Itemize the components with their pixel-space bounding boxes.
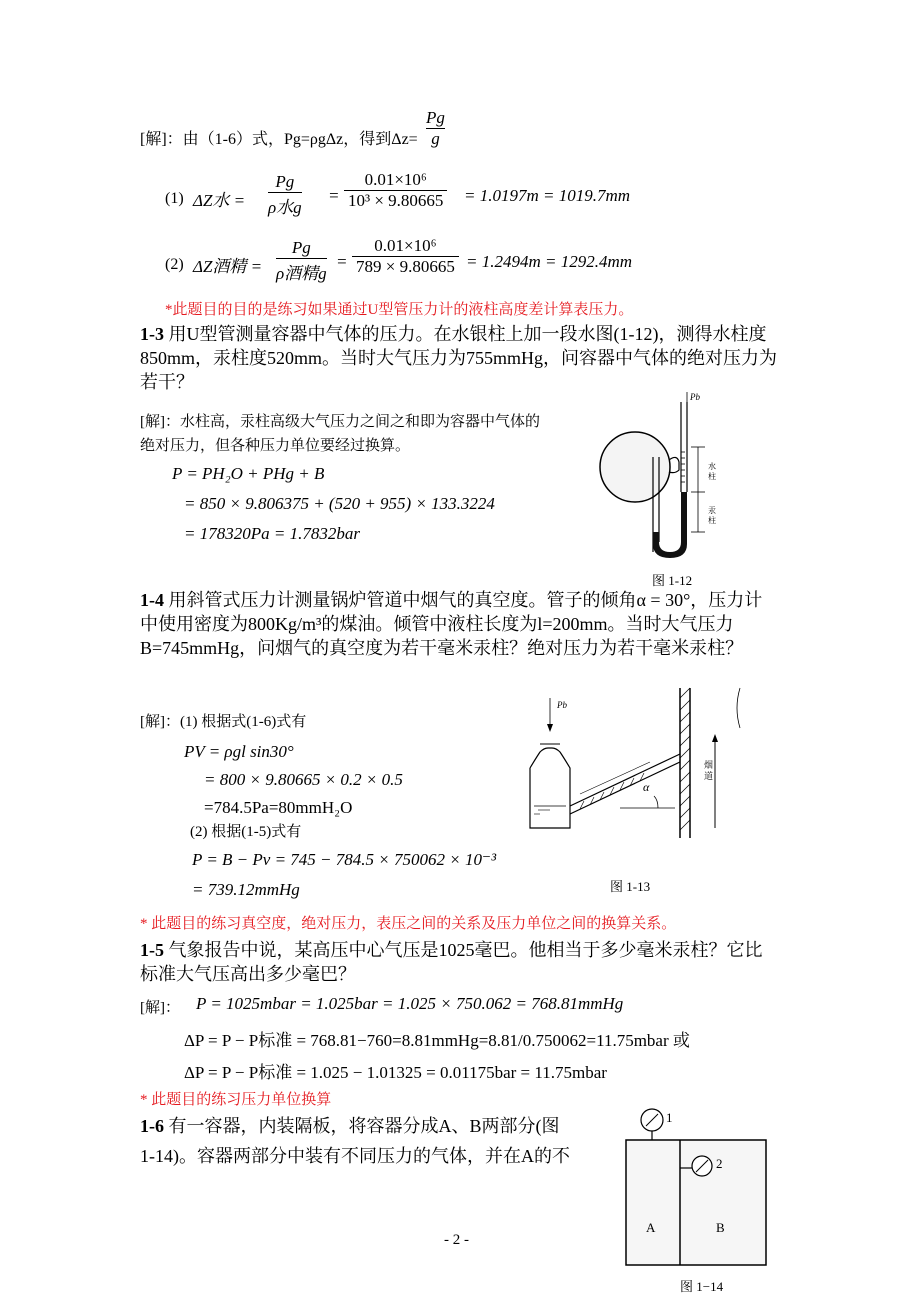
figure-label-flue: 烟道: [704, 760, 714, 781]
equation-line: = 739.12mmHg: [192, 880, 300, 899]
solution-prefix: [解]：: [140, 1000, 180, 1016]
problem-text: 1-14)。容器两部分中装有不同压力的气体，并在A的不: [140, 1146, 570, 1166]
problem-number: 1-4: [140, 590, 164, 610]
figure-label-water-column: 水柱: [708, 462, 716, 481]
flue-wall-hatch: [680, 688, 690, 830]
equation-line: ΔP = P − P标准 = 768.81−760=8.81mmHg=8.81/0.750062=11.75mbar 或: [184, 1031, 690, 1050]
figure-caption: 图 1-12: [652, 573, 693, 588]
problem-statement: [140, 588, 780, 660]
solution-text: [解]：(1) 根据式(1-6)式有: [140, 714, 307, 730]
equals-sign: =: [328, 186, 340, 205]
fraction-denominator: 789 × 9.80665: [352, 256, 459, 277]
solution-intro: [140, 126, 418, 149]
figure-1-12-u-tube: [595, 392, 735, 572]
equation-line: PV = ρgl sin30°: [184, 742, 294, 761]
equation-line: = 800 × 9.80665 × 0.2 × 0.5: [204, 770, 403, 789]
equation-result: = 1.2494m = 1292.4mm: [466, 252, 633, 271]
problem-statement: [140, 322, 780, 394]
figure-label-gauge-2: 2: [716, 1156, 723, 1171]
mercury-column: [653, 492, 687, 558]
equation-line: = 850 × 9.806375 + (520 + 955) × 133.3224: [184, 494, 495, 513]
solution-note: *此题目的目的是练习如果通过U型管压力计的液柱高度差计算表压力。: [165, 302, 634, 318]
equation-result: = 1.0197m = 1019.7mm: [464, 186, 631, 205]
equation-lhs: ΔZ水 =: [193, 191, 246, 210]
figure-caption: 图 1-13: [610, 879, 651, 894]
figure-label-mercury-column: 汞柱: [708, 506, 716, 525]
inclined-tube-liquid: [580, 773, 644, 809]
inclined-tube-lower: [570, 762, 680, 814]
solution-text: (2) 根据(1-5)式有: [190, 824, 302, 840]
fraction-denominator: ρ酒精g: [276, 258, 327, 284]
equation-line: ΔP = P − P标准 = 1.025 − 1.01325 = 0.01175bar = 11.75mbar: [184, 1063, 607, 1082]
problem-text: 用U型管测量容器中气体的压力。在水银柱上加一段水图(1-12)，测得水柱度850mm，汞柱度520mm。当时大气压力为755mmHg，问容器中气体的绝对压力为若干？: [140, 324, 778, 392]
inclined-tube-upper: [570, 754, 680, 806]
figure-label-pb: Pb: [557, 700, 567, 710]
fraction-denominator: 10³ × 9.80665: [344, 190, 447, 211]
fraction-denominator: ρ水g: [268, 192, 302, 218]
problem-note: * 此题目的练习压力单位换算: [140, 1092, 332, 1108]
equation-label: (1): [165, 190, 184, 207]
fraction-denominator: g: [426, 128, 445, 149]
length-dimension: [580, 762, 650, 794]
fraction-numerator: 0.01×10⁶: [374, 236, 437, 255]
equation-line: P = B − Pv = 745 − 784.5 × 750062 × 10⁻³: [192, 850, 497, 869]
equation-fraction: [276, 238, 327, 284]
figure-caption: 图 1−14: [680, 1279, 724, 1294]
solution-text: 绝对压力，但各种压力单位要经过换算。: [140, 438, 411, 454]
problem-text: 用斜管式压力计测量锅炉管道中烟气的真空度。管子的倾角α = 30°，压力计中使用密度为800Kg/m³的煤油。倾管中液柱长度为l=200mm。当时大气压力B=745mmHg，问烟气的真空度为若干毫米汞柱？绝对压力为若干毫米汞柱？: [140, 590, 763, 658]
equation-lhs: ΔZ酒精 =: [193, 257, 263, 276]
figure-1-14-partitioned-vessel: [622, 1100, 772, 1270]
equation-fraction: [344, 170, 447, 211]
intro-fraction: [426, 108, 445, 149]
pressure-arrow-head: [547, 724, 553, 732]
fraction-numerator: Pg: [426, 108, 445, 127]
figure-label-alpha: α: [643, 780, 650, 794]
equation-fraction: [352, 236, 459, 277]
figure-label-gauge-1: 1: [666, 1110, 673, 1125]
equation-label: (2): [165, 256, 184, 273]
fraction-numerator: 0.01×10⁶: [364, 170, 427, 189]
equation-line: P = PH₂O + PHg + B: [172, 464, 325, 483]
problem-statement-line: [140, 1114, 560, 1138]
problem-number: 1-6: [140, 1116, 164, 1136]
problem-note: * 此题目的练习真空度，绝对压力，表压之间的关系及压力单位之间的换算关系。: [140, 916, 677, 932]
solution-intro-text: [解]：由（1-6）式，Pg=ρgΔz，得到Δz=: [140, 131, 418, 148]
figure-label-b: B: [716, 1220, 725, 1235]
angle-arc: [654, 796, 658, 808]
problem-text: 气象报告中说，某高压中心气压是1025毫巴。他相当于多少毫米汞柱？它比标准大气压高出多少毫巴？: [140, 940, 763, 984]
figure-label-a: A: [646, 1220, 656, 1235]
fraction-numerator: Pg: [291, 238, 311, 257]
page-number: - 2 -: [444, 1232, 469, 1248]
flow-arrow-head: [712, 734, 718, 742]
problem-statement: [140, 938, 780, 986]
problem-number: 1-3: [140, 324, 164, 344]
reservoir-bottle: [530, 748, 570, 828]
fraction-numerator: Pg: [275, 172, 295, 191]
problem-text: 有一容器，内装隔板，将容器分成A、B两部分(图: [168, 1116, 560, 1136]
equation-fraction: [268, 172, 302, 218]
equation-line: =784.5Pa=80mmH₂O: [204, 798, 353, 817]
solution-text: [解]：水柱高，汞柱高级大气压力之间之和即为容器中气体的: [140, 414, 540, 430]
equation-line: = 178320Pa = 1.7832bar: [184, 524, 360, 543]
flue-break-line: [737, 688, 740, 728]
equation-line: P = 1025mbar = 1.025bar = 1.025 × 750.062 = 768.81mmHg: [196, 994, 624, 1013]
equals-sign: =: [336, 252, 348, 271]
problem-number: 1-5: [140, 940, 164, 960]
figure-label-pb: Pb: [690, 392, 700, 402]
